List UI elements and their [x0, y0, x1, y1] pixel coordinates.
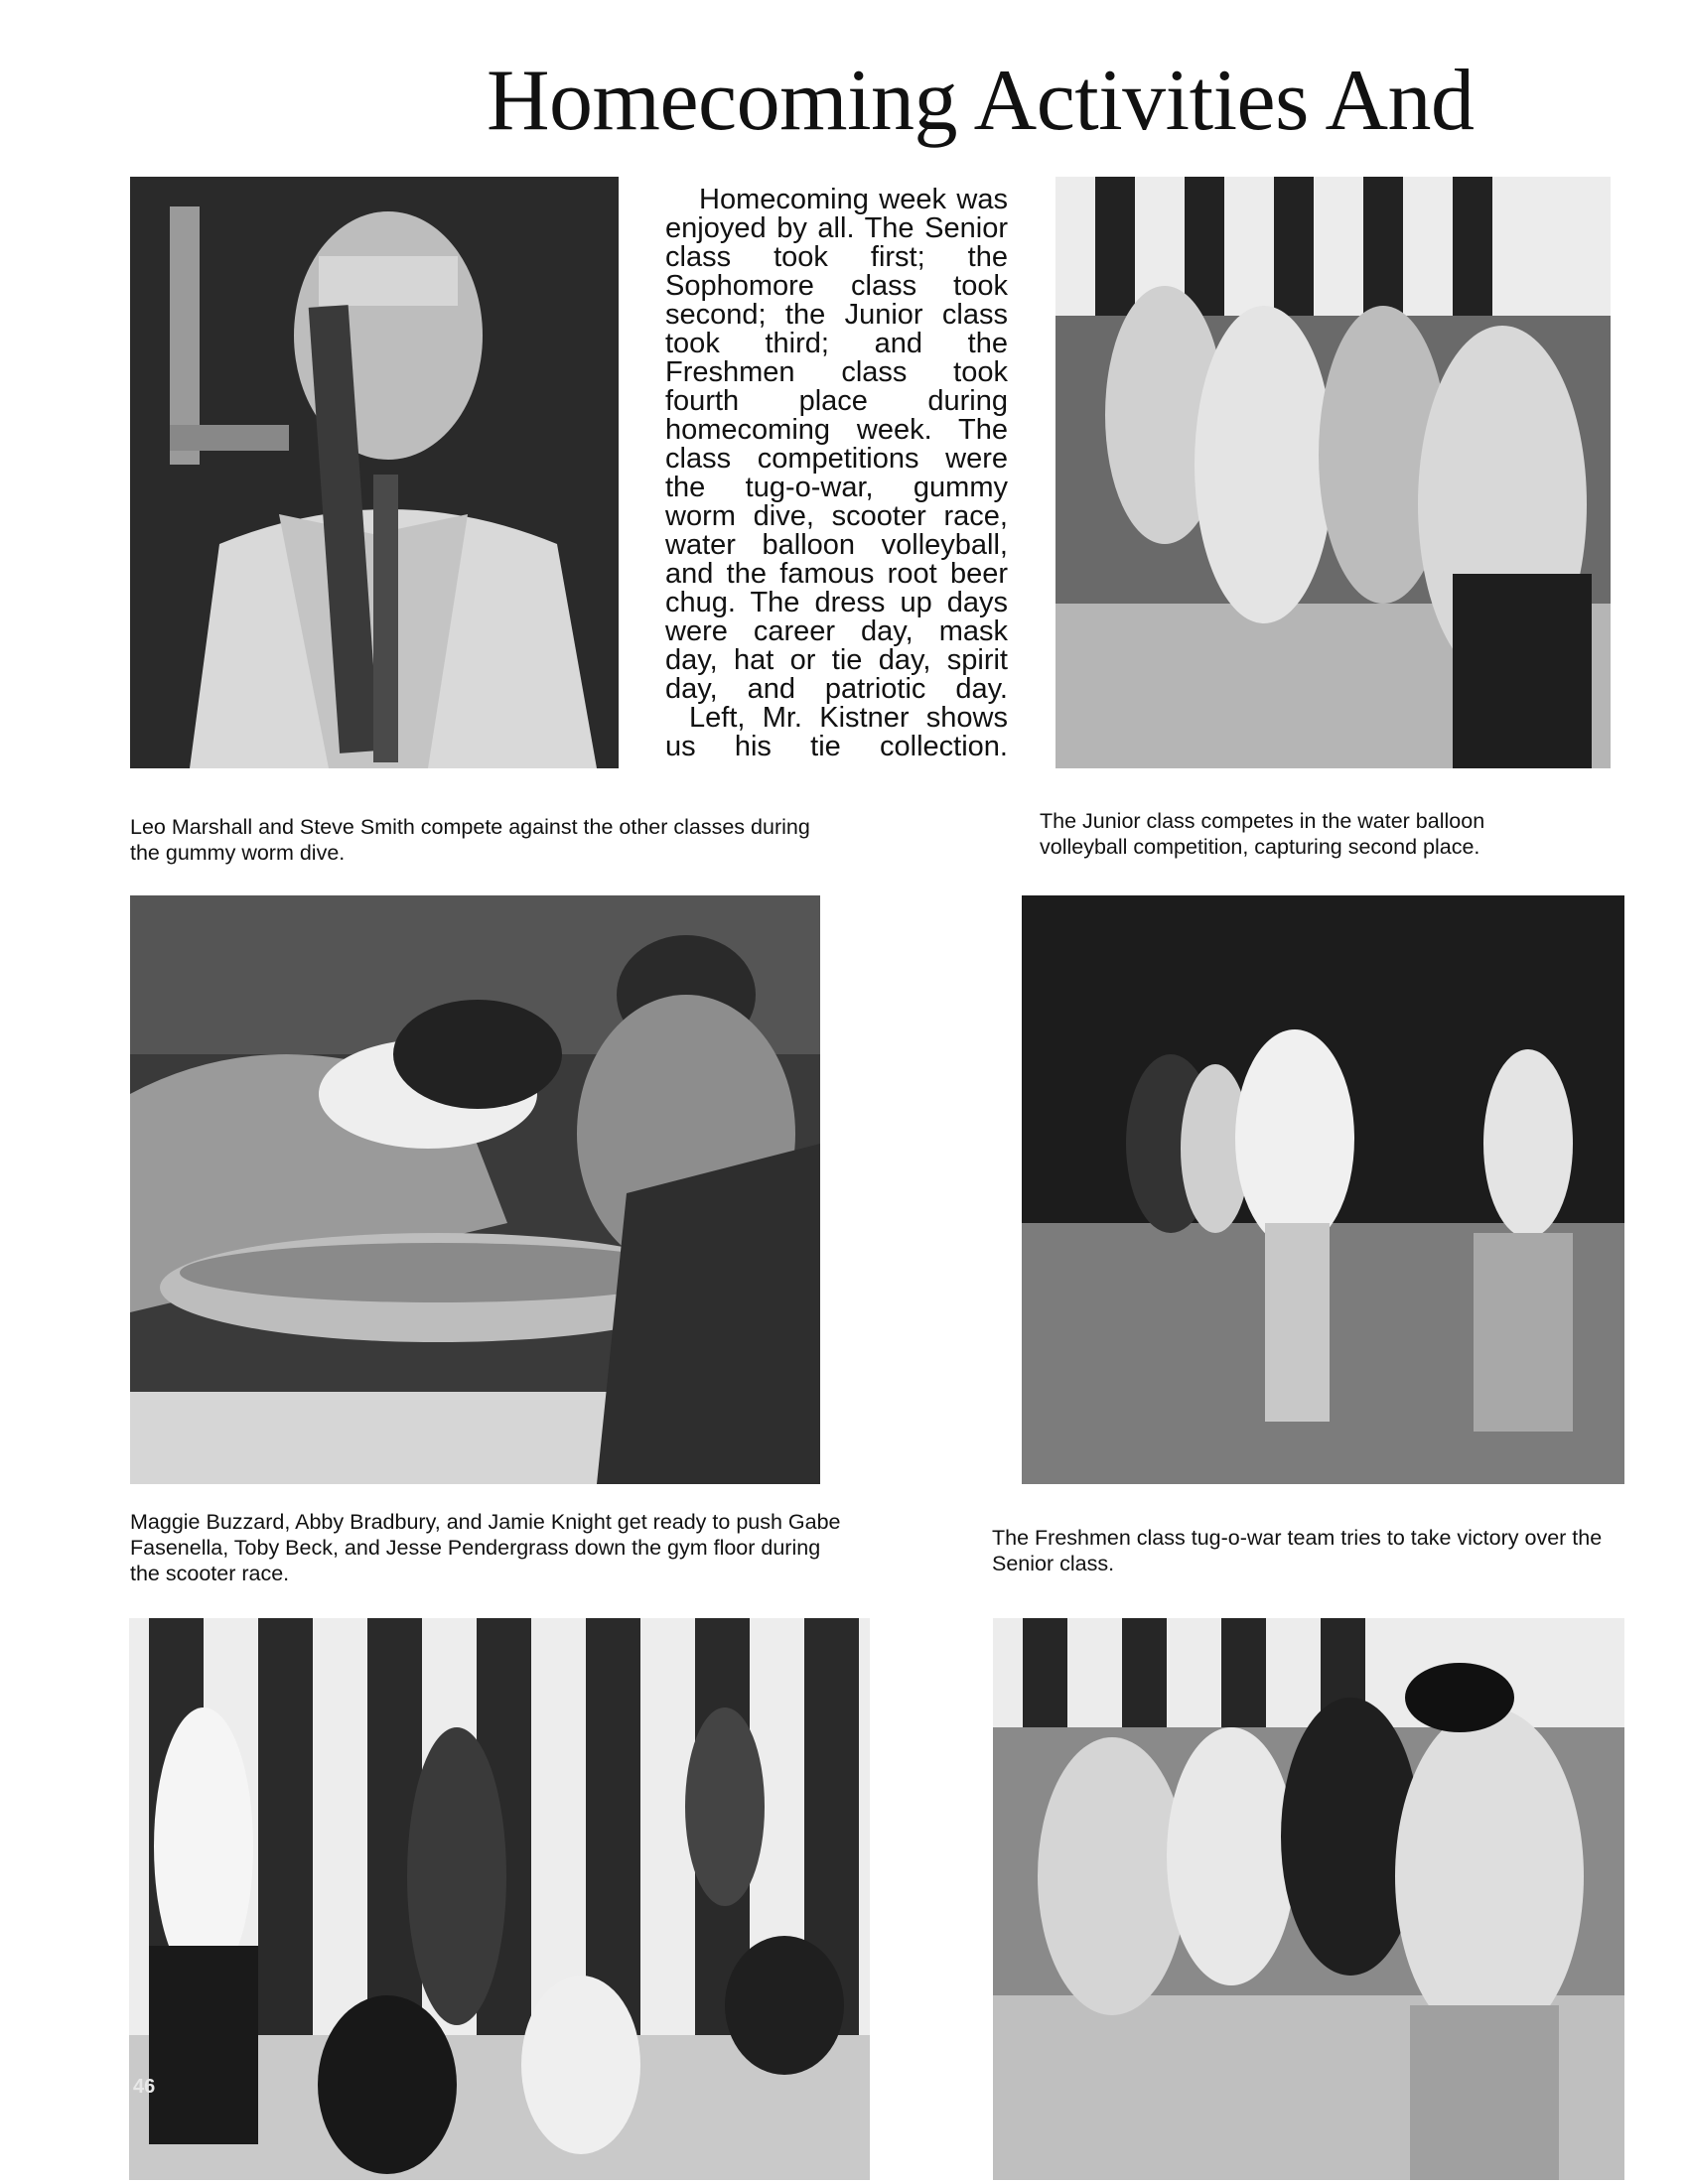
photo-tie-collection: [130, 177, 619, 768]
caption-water-balloon: The Junior class competes in the water balloon volleyball competition, capturing second place.: [1040, 809, 1485, 859]
photo-junior-tug: [1055, 177, 1611, 768]
photo-scooter-race: [129, 1618, 870, 2180]
caption-scooter-race: Maggie Buzzard, Abby Bradbury, and Jamie Knight get ready to push Gabe Fasenella, Toby Beck, and Jesse Pendergrass down the gym floor during the scooter race.: [130, 1510, 841, 1585]
caption-gummy-worm: Leo Marshall and Steve Smith compete against the other classes during the gummy worm dive.: [130, 815, 810, 865]
page-number: 46: [133, 2076, 156, 2098]
photo-gummy-worm-dive: [130, 895, 820, 1484]
photo-water-balloon-volleyball: [1022, 895, 1624, 1484]
page-title: Homecoming Activities And: [487, 53, 1475, 149]
story-text: [665, 186, 1008, 761]
story-paragraph-2: Left, Mr. Kistner shows us his tie collection.: [665, 702, 1008, 762]
caption-freshmen-tug: The Freshmen class tug-o-war team tries to take victory over the Senior class.: [992, 1526, 1603, 1575]
photo-freshmen-tug-o-war: [993, 1618, 1624, 2180]
story-paragraph-1: Homecoming week was enjoyed by all. The Senior class took first; the Sophomore class took second; the Junior class took third; and the Freshmen class took fourth place during homecoming week. The class competitions were the tug-o-war, gummy worm dive, scooter race, water balloon volleyball, and the famous root beer chug. The dress up days were career day, mask day, hat or tie day, spirit day, and patriotic day.: [665, 184, 1008, 705]
